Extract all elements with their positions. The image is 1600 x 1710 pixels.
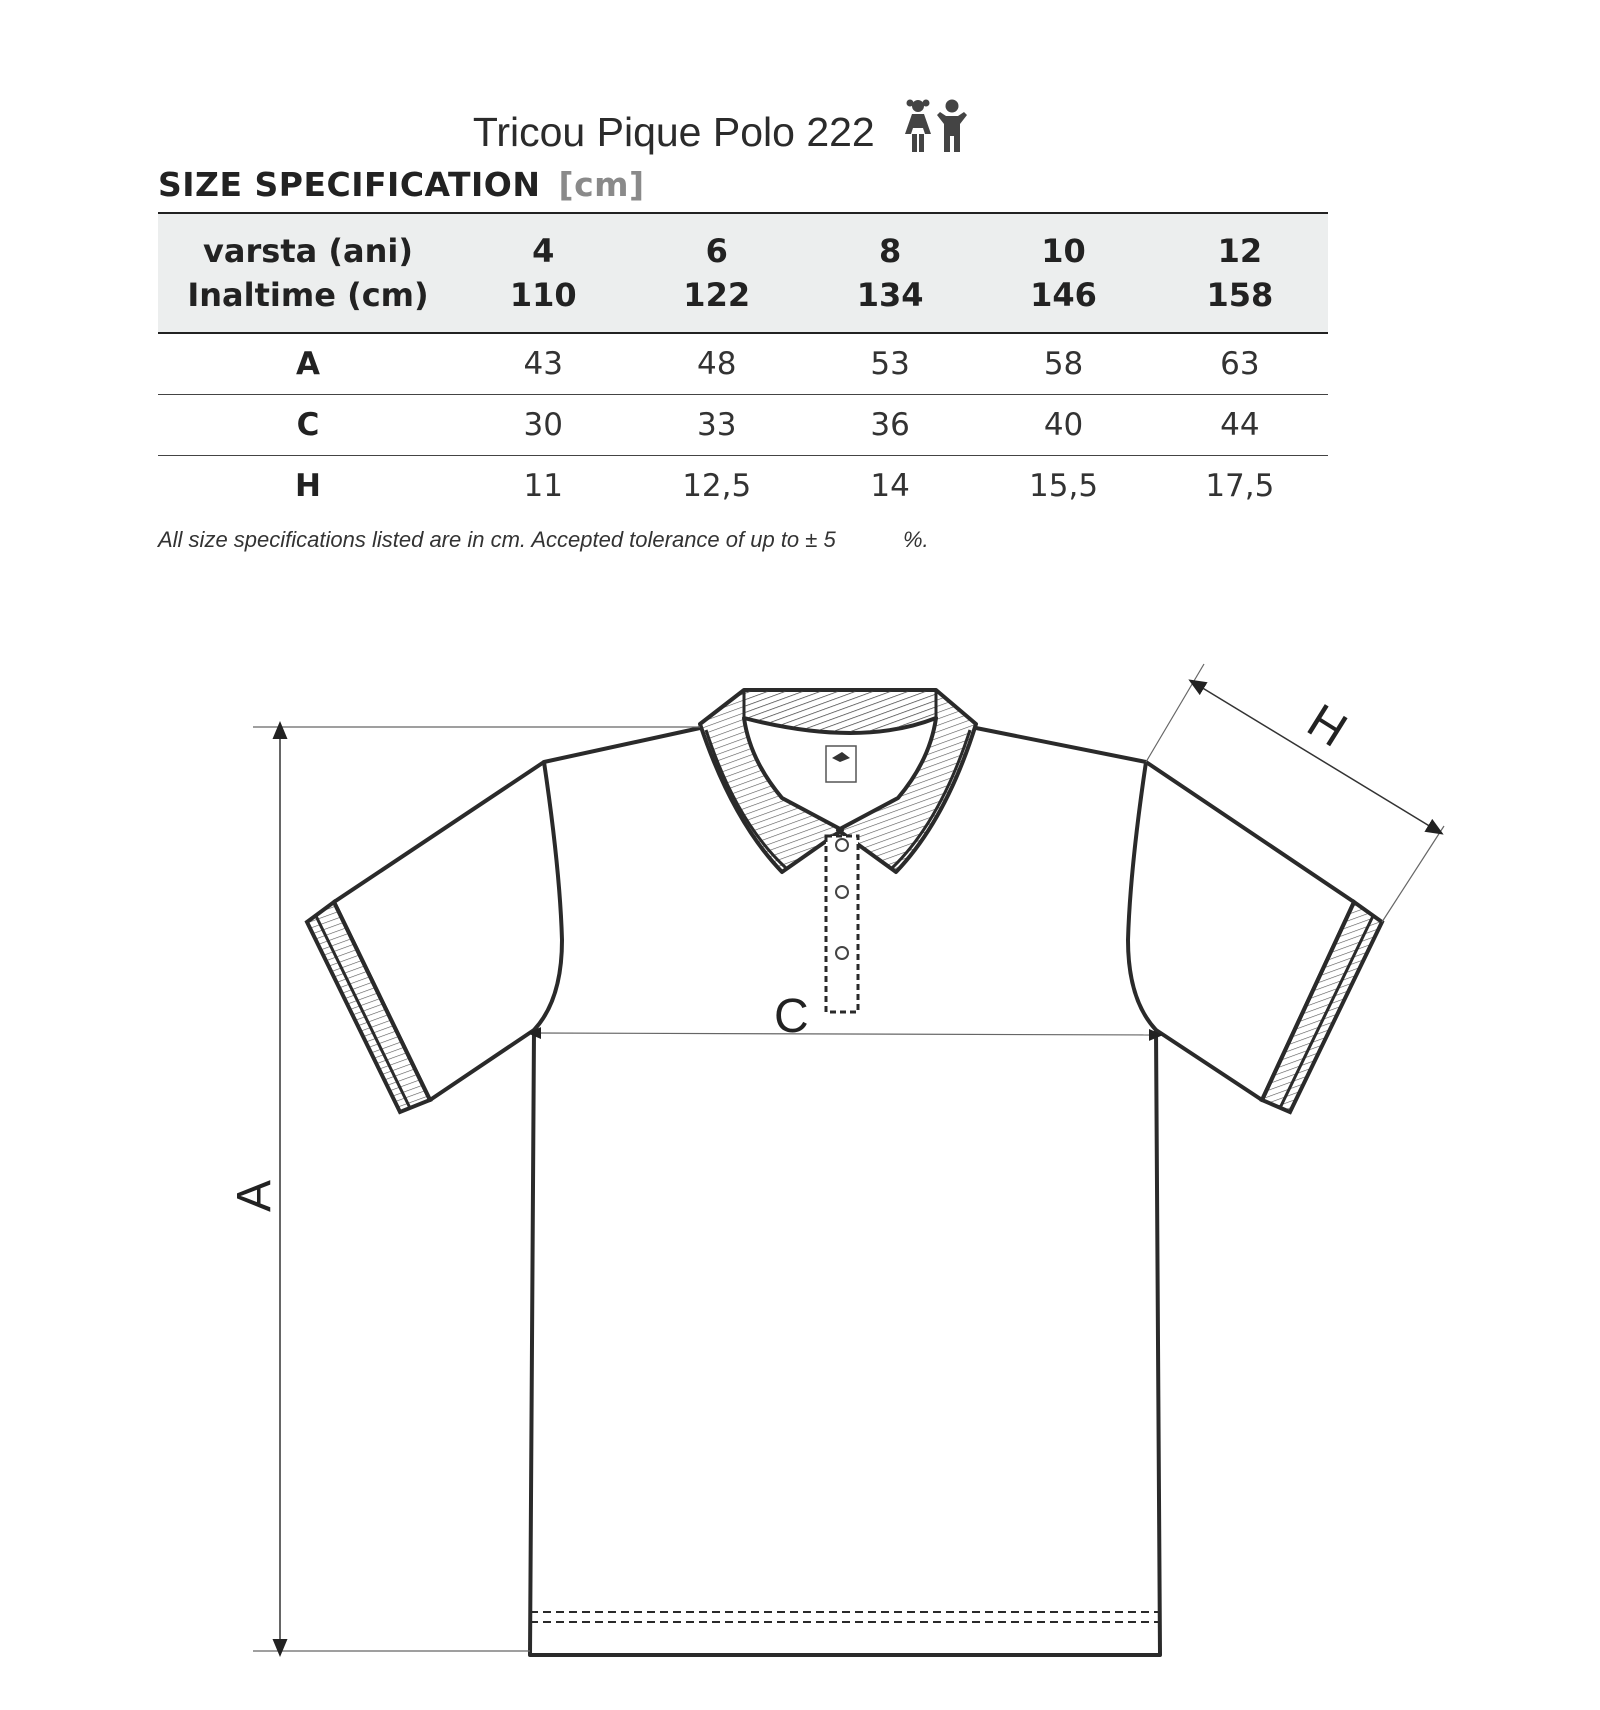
table-cell: 53 — [805, 333, 976, 395]
column-age: 6 — [705, 232, 728, 270]
column-height: 158 — [1206, 276, 1274, 314]
row-key: A — [158, 333, 458, 395]
size-spec-unit: [cm] — [558, 165, 645, 204]
table-cell: 17,5 — [1205, 468, 1275, 504]
column-age: 12 — [1217, 232, 1263, 270]
table-cell: 40 — [975, 395, 1151, 456]
right-sleeve-cuff — [1262, 902, 1382, 1112]
row-key: H — [295, 468, 321, 504]
table-cell: 48 — [629, 333, 805, 395]
column-height: 110 — [509, 276, 577, 314]
table-cell: 11 — [523, 468, 563, 504]
table-cell: 58 — [975, 333, 1151, 395]
hem-stitching — [530, 1612, 1160, 1622]
table-cell: 33 — [629, 395, 805, 456]
shirt-placket — [826, 836, 858, 1012]
table-cell: 43 — [458, 333, 629, 395]
column-age: 4 — [532, 232, 555, 270]
dimension-a — [228, 727, 700, 1651]
dimension-h-label: H — [1298, 694, 1356, 758]
column-height: 146 — [1030, 276, 1097, 314]
table-cell: 36 — [805, 395, 976, 456]
table-cell: 30 — [458, 395, 629, 456]
size-spec-label: SIZE SPECIFICATION — [158, 165, 541, 204]
row-key: C — [158, 395, 458, 456]
tolerance-note: All size specifications listed are in cm. Accepted tolerance of up to ± 5 %. — [158, 527, 929, 552]
column-height: 122 — [683, 276, 751, 314]
table-cell: 12,5 — [682, 468, 752, 504]
dimension-a-label: A — [228, 1179, 281, 1212]
left-sleeve-cuff — [307, 902, 430, 1112]
dimension-c-label: C — [774, 990, 809, 1043]
table-cell: 63 — [1152, 333, 1328, 395]
column-height: 134 — [856, 276, 924, 314]
column-age: 8 — [878, 232, 902, 270]
header-age-label: varsta (ani) — [203, 232, 413, 270]
title-text: Tricou Pique Polo 222 — [472, 109, 875, 155]
column-age: 10 — [1041, 232, 1086, 270]
table-cell: 15,5 — [1029, 468, 1099, 504]
header-height-label: Inaltime (cm) — [187, 276, 429, 314]
table-cell: 14 — [870, 468, 910, 504]
table-cell: 44 — [1152, 395, 1328, 456]
